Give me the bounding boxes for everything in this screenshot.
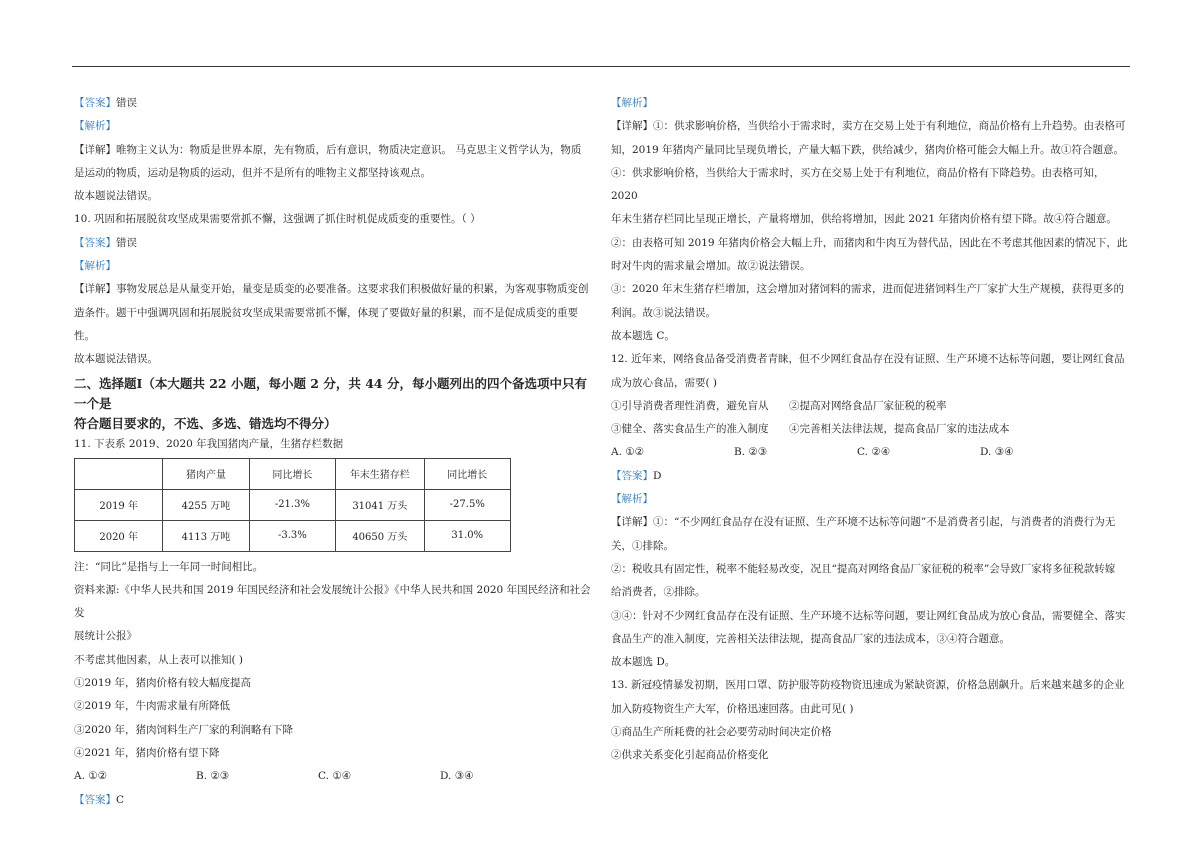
q9-detail: 【详解】唯物主义认为：物质是世界本原，先有物质，后有意识，物质决定意识。 马克思主义哲学认为，物质	[74, 143, 582, 156]
q10-detail-cont: 造条件。题干中强调巩固和拓展脱贫攻坚成果需要常抓不懈，体现了要做好量的积累，而不是促成质变的重要性。	[74, 306, 578, 342]
q10-question: 10. 巩固和拓展脱贫攻坚成果需要常抓不懈，这强调了抓住时机促成质变的重要性。（ ）	[74, 213, 481, 226]
q12-item: ①引导消费者理性消费，避免盲从	[611, 399, 769, 412]
q11-source: 资料来源:《中华人民共和国 2019 年国民经济和社会发展统计公报》《中华人民共和国 2020 年国民经济和社会发	[74, 583, 591, 620]
q11-source-cont: 展统计公报》	[74, 630, 137, 643]
table-header-row: 猪肉产量 同比增长 年末生猪存栏 同比增长	[75, 458, 511, 489]
q12-item: ②提高对网络食品厂家征税的税率	[789, 399, 947, 412]
q11-item: ④2021 年，猪肉价格有望下降	[74, 746, 220, 759]
q11-detail: 【详解】①：供求影响价格，当供给小于需求时，卖方在交易上处于有利地位，商品价格有上升趋势。由表格可	[611, 120, 1126, 133]
option-c: C. ②④	[857, 446, 891, 459]
q9-conclusion: 故本题说法错误。	[74, 190, 158, 203]
header-rule	[72, 66, 1130, 67]
q11-answer: 【答案】C	[74, 793, 125, 806]
q11-detail-line: 利润。故③说法错误。	[611, 306, 716, 319]
q11-item: ②2019 年，牛肉需求量有所降低	[74, 700, 231, 713]
q9-answer: 【答案】错误	[74, 97, 137, 109]
option-d: D. ③④	[440, 770, 474, 783]
q12-conclusion: 故本题选 D。	[611, 656, 676, 669]
q11-detail-line: 知，2019 年猪肉产量同比呈现负增长，产量大幅下跌，供给减少，猪肉价格可能会大幅上升。故①符合题意。	[611, 143, 1125, 156]
q11-item: ③2020 年，猪肉饲料生产厂家的利润略有下降	[74, 723, 294, 736]
q13-question: 13. 新冠疫情暴发初期，医用口罩、防护服等防疫物资迅速成为紧缺资源，价格急剧飙升。后来越来越多的企业	[611, 679, 1125, 692]
q12-detail: 【详解】①：“不少网红食品存在没有证照、生产环境不达标等问题”不是消费者引起，与消费者的消费行为无	[611, 516, 1116, 529]
q12-analysis-tag: 【解析】	[611, 493, 653, 506]
q12-detail-line: 食品生产的准入制度，完善相关法律法规，提高食品厂家的违法成本，③④符合题意。	[611, 632, 1010, 645]
q12-detail-line: 关，①排除。	[611, 539, 674, 552]
table-row: 2019 年 4255 万吨 -21.3% 31041 万头 -27.5%	[75, 489, 511, 520]
q12-question: 12. 近年来，网络食品备受消费者青睐，但不少网红食品存在没有证照、生产环境不达标等问题，要让网红食品	[611, 353, 1125, 366]
right-column	[611, 92, 1131, 768]
q12-detail-line: ②：税收具有固定性，税率不能轻易改变，况且“提高对网络食品厂家征税的税率”会导致厂家将多征税款转嫁	[611, 562, 1116, 575]
q11-prompt: 不考虑其他因素，从上表可以推知( )	[74, 653, 244, 666]
q11-question: 11. 下表系 2019、2020 年我国猪肉产量，生猪存栏数据	[74, 437, 344, 450]
q10-conclusion: 故本题说法错误。	[74, 353, 158, 366]
option-a: A. ①②	[74, 770, 108, 783]
option-d: D. ③④	[980, 446, 1014, 459]
q12-items-row	[611, 395, 1131, 418]
q11-detail-line: ②：由表格可知 2019 年猪肉价格会大幅上升，而猪肉和牛肉互为替代品，因此在不考虑其他因素的情况下，此	[611, 236, 1128, 249]
pork-data-table	[74, 458, 511, 552]
q11-options	[74, 765, 592, 788]
q10-detail: 【详解】事物发展总是从量变开始，量变是质变的必要准备。这要求我们积极做好量的积累，为客观事物质变创	[74, 283, 589, 296]
q12-answer: 【答案】D	[611, 469, 662, 482]
q11-analysis-tag: 【解析】	[611, 97, 653, 109]
answer-tag: 【答案】	[74, 97, 116, 109]
q11-detail-line: ③：2020 年末生猪存栏增加，这会增加对猪饲料的需求，进而促进猪饲料生产厂家扩大生产规模，获得更多的	[611, 283, 1125, 296]
option-c: C. ①④	[318, 770, 352, 783]
q13-item: ②供求关系变化引起商品价格变化	[611, 749, 769, 762]
q11-detail-line: ④：供求影响价格，当供给大于需求时，买方在交易上处于有利地位，商品价格有下降趋势。由表格可知，2020	[611, 166, 1105, 203]
table-row: 2020 年 4113 万吨 -3.3% 40650 万头 31.0%	[75, 520, 511, 551]
option-a: A. ①②	[611, 446, 645, 459]
q12-items-row	[611, 418, 1131, 441]
q12-item: ④完善相关法律法规，提高食品厂家的违法成本	[789, 423, 1010, 436]
q11-item: ①2019 年，猪肉价格有较大幅度提高	[74, 677, 252, 690]
section-title: 二、选择题Ⅰ（本大题共 22 小题，每小题 2 分，共 44 分，每小题列出的四个备选项中只有一个是 符合题目要求的，不选、多选、错选均不得分）	[74, 375, 587, 431]
q11-detail-line: 时对牛肉的需求量会增加。故②说法错误。	[611, 260, 811, 273]
q10-answer: 【答案】错误	[74, 236, 137, 249]
q9-analysis-tag: 【解析】	[74, 120, 116, 133]
q12-detail-line: 给消费者，②排除。	[611, 586, 706, 599]
q12-question-cont: 成为放心食品，需要( )	[611, 376, 718, 389]
q13-item: ①商品生产所耗费的社会必要劳动时间决定价格	[611, 726, 832, 739]
q11-note: 注：“同比”是指与上一年同一时间相比。	[74, 560, 264, 573]
q11-detail-line: 年末生猪存栏同比呈现正增长，产量将增加，供给将增加，因此 2021 年猪肉价格有望下降。故④符合题意。	[611, 213, 1117, 226]
q9-detail-cont: 是运动的物质，运动是物质的运动，但并不是所有的唯物主义都坚持该观点。	[74, 166, 431, 179]
q12-options	[611, 441, 1131, 464]
left-column	[74, 92, 592, 812]
q12-item: ③健全、落实食品生产的准入制度	[611, 423, 769, 436]
q11-conclusion: 故本题选 C。	[611, 329, 675, 342]
q13-question-cont: 加入防疫物资生产大军，价格迅速回落。由此可见( )	[611, 702, 854, 715]
option-b: B. ②③	[734, 446, 768, 459]
q10-analysis-tag: 【解析】	[74, 260, 116, 273]
option-b: B. ②③	[196, 770, 230, 783]
q12-detail-line: ③④：针对不少网红食品存在没有证照、生产环境不达标等问题，要让网红食品成为放心食品，需要健全、落实	[611, 609, 1126, 622]
